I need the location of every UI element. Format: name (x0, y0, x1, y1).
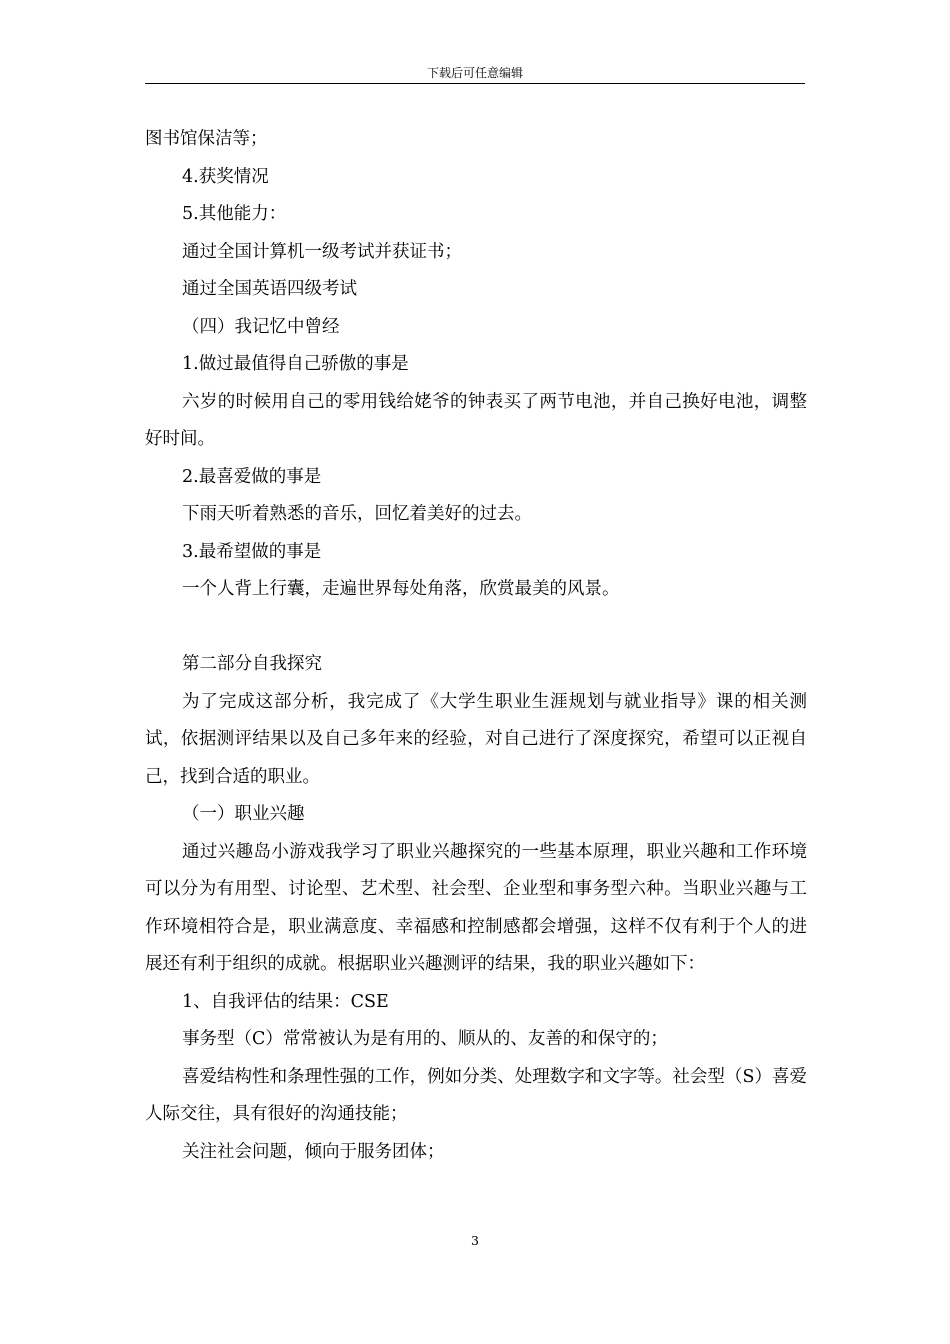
subsection-heading: （一）职业兴趣 (182, 804, 305, 824)
paragraph: 一个人背上行囊，走遍世界每处角落，欣赏最美的风景。 (182, 579, 620, 599)
paragraph: 事务型（C）常常被认为是有用的、顺从的、友善的和保守的； (182, 1029, 668, 1049)
paragraph: 通过全国计算机一级考试并获证书； (182, 241, 462, 262)
question-item: 2.最喜爱做的事是 (182, 466, 322, 487)
document-body (145, 121, 807, 1171)
header-divider (145, 83, 805, 84)
paragraph: 六岁的时候用自己的零用钱给姥爷的钟表买了两节电池，并自己换好电池，调整好时间。 (145, 391, 807, 449)
section-item-other-abilities: 5.其他能力： (182, 204, 287, 224)
paragraph: 通过全国英语四级考试 (182, 279, 357, 299)
question-item: 3.最希望做的事是 (182, 541, 322, 562)
page-number: 3 (471, 1233, 479, 1248)
part-heading: 第二部分自我探究 (182, 654, 322, 674)
page-header: 下载后可任意编辑 (426, 66, 523, 80)
question-item: 1.做过最值得自己骄傲的事是 (182, 354, 409, 374)
paragraph: 下雨天听着熟悉的音乐，回忆着美好的过去。 (182, 504, 532, 524)
paragraph: 喜爱结构性和条理性强的工作，例如分类、处理数字和文字等。社会型（S）喜爱人际交往，具有很好的沟通技能； (145, 1066, 807, 1124)
subsection-heading: （四）我记忆中曾经 (182, 316, 340, 337)
section-item-awards: 4.获奖情况 (182, 166, 269, 187)
paragraph: 图书馆保洁等； (145, 129, 268, 149)
list-item: 1、自我评估的结果：CSE (182, 991, 389, 1012)
blank-line (145, 609, 807, 647)
paragraph: 关注社会问题，倾向于服务团体； (182, 1141, 445, 1162)
paragraph: 为了完成这部分析，我完成了《大学生职业生涯规划与就业指导》课的相关测试，依据测评结果以及自己多年来的经验，对自己进行了深度探究，希望可以正视自己，找到合适的职业。 (145, 691, 807, 787)
paragraph: 通过兴趣岛小游戏我学习了职业兴趣探究的一些基本原理，职业兴趣和工作环境可以分为有用型、讨论型、艺术型、社会型、企业型和事务型六种。当职业兴趣与工作环境相符合是，职业满意度、幸福感和控制感都会增强，这样不仅有利于个人的进展还有利于组织的成就。根据职业兴趣测评的结果，我的职业兴趣如下： (145, 841, 807, 974)
